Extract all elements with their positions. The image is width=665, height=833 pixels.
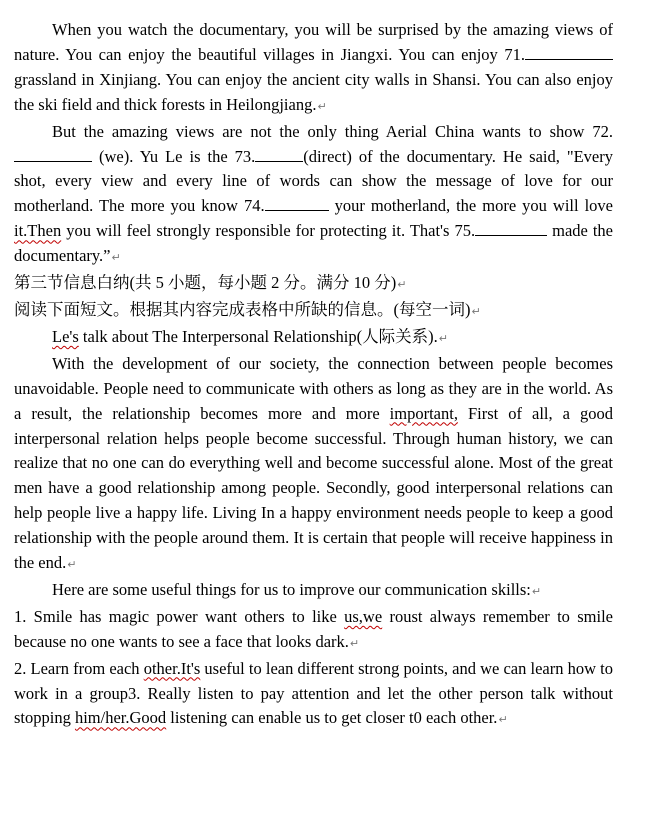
paragraph-mark: ↵ bbox=[531, 584, 542, 598]
blank-72[interactable] bbox=[14, 147, 92, 162]
paragraph-mark: ↵ bbox=[397, 278, 407, 292]
paragraph-mark: ↵ bbox=[438, 331, 448, 345]
paragraph-useful-things: Here are some useful things for us to improve our communication skills:↵ bbox=[52, 579, 542, 599]
instruction: 阅读下面短文。根据其内容完成表格中所缺的信息。(每空一词)↵ bbox=[14, 299, 481, 319]
section-title: 第三节信息白纳(共 5 小题，每小题 2 分。满分 10 分)↵ bbox=[14, 273, 407, 293]
blank-74[interactable] bbox=[265, 196, 329, 211]
blank-71[interactable] bbox=[525, 45, 613, 60]
paragraph-mark: ↵ bbox=[471, 304, 481, 318]
blank-75[interactable] bbox=[475, 221, 547, 236]
paragraph-mark: ↵ bbox=[317, 99, 327, 113]
paragraph-mark: ↵ bbox=[498, 713, 508, 727]
paragraph-mark: ↵ bbox=[67, 558, 77, 572]
list-item-learn: 2. Learn from each other.It's useful to lean different strong points, and we can learn how to work in a group3. Really listen to pay attention and let the other person talk without stopping him/her.Good listening can enable us to get closer t0 each other.↵ bbox=[14, 658, 614, 728]
paragraph-documentary-2: But the amazing views are not the only thing Aerial China wants to show 72. (we). Yu Le is the 73. (direct) of the documentary. He said, "Every shot, every view and every line of words can show the message of love for our motherland. The more you know 74. your motherland, the more you will love it.Then you will feel strongly responsible for protecting it. That's 75. made the documentary.”↵ bbox=[14, 121, 614, 266]
passage-title: Le's talk about The Interpersonal Relationship(人际关系).↵ bbox=[52, 326, 448, 346]
paragraph-documentary-1: When you watch the documentary, you will be surprised by the amazing views of nature. You can enjoy the beautiful villages in Jiangxi. You can enjoy 71. grassland in Xinjiang. You can enjoy the ancient city walls in Shansi. You can also enjoy the ski field and thick forests in Heilongjiang.↵ bbox=[14, 20, 613, 114]
paragraph-relationship: With the development of our society, the connection between people becomes unavoidable. People need to communicate with others as long as they are in the world. As a result, the relationship becomes more and more important, First of all, a good interpersonal relation helps people become successful. Through human history, we can realize that no one can do everything well and become successful alone. Most of the great men have a good relationship among people. Secondly, good interpersonal relations can help people live a happy life. Living In a happy environment needs people to keep a good relationship with the people around them. It is certain that people will receive happiness in the end.↵ bbox=[14, 353, 613, 573]
list-item-smile: 1. Smile has magic power want others to like us,we roust always remember to smile because no one wants to see a face that looks dark.↵ bbox=[14, 606, 613, 651]
blank-73[interactable] bbox=[255, 147, 303, 162]
paragraph-mark: ↵ bbox=[111, 251, 121, 265]
paragraph-mark: ↵ bbox=[349, 636, 360, 650]
